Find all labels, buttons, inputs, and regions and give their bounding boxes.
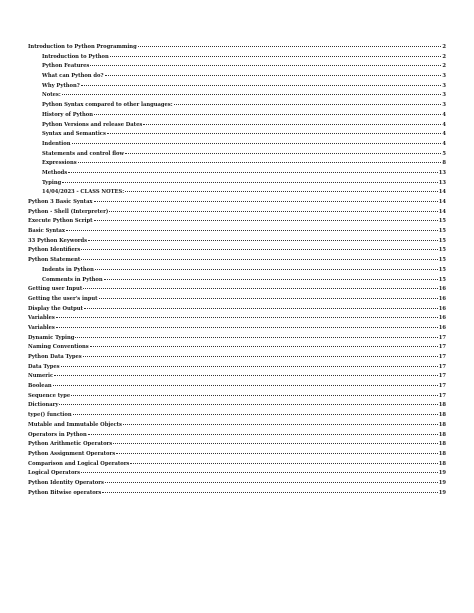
toc-entry-title: Indention xyxy=(42,140,71,147)
toc-entry[interactable] xyxy=(28,256,446,266)
toc-entry-page-number: 16 xyxy=(438,295,446,302)
toc-entry-page-number: 4 xyxy=(442,121,446,128)
toc-entry-title: Introduction to Python Programming xyxy=(28,44,137,50)
toc-entry[interactable] xyxy=(28,353,446,363)
toc-entry-title: Python Arithmetic Operators xyxy=(28,441,113,448)
toc-entry[interactable] xyxy=(28,217,446,227)
toc-entry[interactable] xyxy=(28,82,446,92)
toc-entry-page-number: 15 xyxy=(438,257,446,264)
dot-leader xyxy=(123,423,438,425)
toc-entry-title: Variables xyxy=(28,315,55,322)
dot-leader xyxy=(84,307,438,309)
toc-entry-page-number: 17 xyxy=(438,383,446,390)
toc-entry-page-number: 14 xyxy=(438,208,446,215)
dot-leader xyxy=(78,161,442,163)
toc-entry[interactable] xyxy=(28,53,446,63)
dot-leader xyxy=(71,394,438,396)
toc-entry-title: Python Data Types xyxy=(28,354,82,360)
dot-leader xyxy=(83,287,438,289)
dot-leader xyxy=(81,258,437,260)
toc-entry-title: Python Syntax compared to other languages: xyxy=(42,102,173,109)
toc-entry-title: Comments in Python xyxy=(42,276,103,283)
toc-entry[interactable] xyxy=(28,285,446,295)
table-of-contents xyxy=(28,43,446,498)
toc-entry-title: Execute Python Script xyxy=(28,218,93,225)
toc-entry-title: Indents in Python xyxy=(42,266,94,273)
toc-entry-title: Python Identity Operators xyxy=(28,479,104,486)
toc-entry-title: Sequence type xyxy=(28,392,71,399)
dot-leader xyxy=(95,268,438,270)
toc-entry[interactable] xyxy=(28,111,446,121)
toc-entry-page-number: 4 xyxy=(442,111,446,118)
dot-leader xyxy=(109,210,437,212)
toc-entry-page-number: 16 xyxy=(438,315,446,322)
dot-leader xyxy=(105,481,438,483)
dot-leader xyxy=(125,190,438,192)
toc-entry-title: Python Statement xyxy=(28,257,81,264)
dot-leader xyxy=(125,152,441,154)
toc-entry[interactable] xyxy=(28,334,446,344)
toc-entry-title: Comparison and Logical Operators xyxy=(28,460,130,467)
toc-entry-page-number: 2 xyxy=(442,63,446,70)
toc-entry[interactable] xyxy=(28,130,446,140)
toc-entry[interactable] xyxy=(28,246,446,256)
toc-entry-page-number: 14 xyxy=(438,189,446,196)
toc-entry-page-number: 13 xyxy=(438,169,446,176)
toc-entry-title: Statements and control flow xyxy=(42,150,124,157)
toc-entry[interactable] xyxy=(28,411,446,421)
dot-leader xyxy=(143,123,441,125)
toc-entry-page-number: 3 xyxy=(442,102,446,109)
toc-entry[interactable] xyxy=(28,314,446,324)
toc-entry-page-number: 17 xyxy=(438,373,446,380)
toc-entry[interactable] xyxy=(28,343,446,353)
toc-entry[interactable] xyxy=(28,421,446,431)
toc-entry-title: Expressions xyxy=(42,160,77,167)
toc-entry[interactable] xyxy=(28,305,446,315)
toc-entry-page-number: 4 xyxy=(442,140,446,147)
toc-entry-page-number: 15 xyxy=(438,218,446,225)
dot-leader xyxy=(56,326,438,328)
toc-entry-page-number: 16 xyxy=(438,286,446,293)
toc-entry-title: Methods xyxy=(42,169,68,176)
toc-entry-page-number: 18 xyxy=(438,450,446,457)
dot-leader xyxy=(62,93,442,95)
dot-leader xyxy=(94,200,438,202)
toc-entry-page-number: 2 xyxy=(442,53,446,60)
toc-entry[interactable] xyxy=(28,72,446,82)
toc-entry-title: What can Python do? xyxy=(42,73,104,80)
toc-entry[interactable] xyxy=(28,450,446,460)
toc-entry-page-number: 18 xyxy=(438,441,446,448)
toc-entry[interactable] xyxy=(28,382,446,392)
toc-entry-title: Python 3 Basic Syntax xyxy=(28,199,93,205)
toc-entry-page-number: 17 xyxy=(438,344,446,351)
dot-leader xyxy=(83,355,438,357)
toc-entry-page-number: 3 xyxy=(442,82,446,89)
dot-leader xyxy=(105,74,442,76)
toc-entry-page-number: 19 xyxy=(438,479,446,486)
toc-entry-title: Basic Syntax xyxy=(28,228,65,235)
dot-leader xyxy=(94,219,438,221)
toc-entry-title: Mutable and Immutable Objects xyxy=(28,421,122,428)
toc-entry-page-number: 3 xyxy=(442,92,446,99)
toc-entry-title: Operators in Python xyxy=(28,431,87,438)
toc-entry[interactable] xyxy=(28,276,446,286)
toc-entry-page-number: 15 xyxy=(438,228,446,235)
dot-leader xyxy=(90,345,438,347)
toc-entry-page-number: 3 xyxy=(442,73,446,80)
toc-entry[interactable] xyxy=(28,159,446,169)
toc-entry-page-number: 19 xyxy=(438,470,446,477)
toc-entry-title: Notes: xyxy=(42,92,61,99)
toc-entry-page-number: 17 xyxy=(438,363,446,370)
toc-entry-page-number: 18 xyxy=(438,412,446,419)
toc-entry-title: Python Assignment Operators xyxy=(28,450,116,457)
toc-entry[interactable] xyxy=(28,91,446,101)
dot-leader xyxy=(90,64,441,66)
dot-leader xyxy=(62,181,437,183)
toc-entry-page-number: 17 xyxy=(438,334,446,341)
toc-entry[interactable] xyxy=(28,363,446,373)
toc-entry-title: Python Versions and release Dates xyxy=(42,121,143,128)
toc-entry[interactable] xyxy=(28,198,446,208)
dot-leader xyxy=(81,84,442,86)
toc-entry-page-number: 15 xyxy=(438,247,446,254)
toc-entry-page-number: 16 xyxy=(438,305,446,312)
toc-entry-page-number: 15 xyxy=(438,266,446,273)
toc-entry[interactable] xyxy=(28,295,446,305)
toc-entry-title: Why Python? xyxy=(42,82,80,89)
toc-entry[interactable] xyxy=(28,227,446,237)
dot-leader xyxy=(110,55,442,57)
toc-entry-title: Python Features xyxy=(42,63,90,70)
toc-entry-page-number: 16 xyxy=(438,324,446,331)
toc-entry-title: History of Python xyxy=(42,111,94,118)
toc-entry-title: Naming Conventions xyxy=(28,344,89,351)
toc-entry-title: type() function xyxy=(28,412,72,419)
toc-entry-page-number: 2 xyxy=(442,44,446,50)
dot-leader xyxy=(66,229,438,231)
toc-entry-title: Logical Operators xyxy=(28,470,81,477)
toc-entry-title: 33 Python Keywords xyxy=(28,237,88,244)
toc-entry-page-number: 14 xyxy=(438,199,446,205)
toc-entry-page-number: 18 xyxy=(438,421,446,428)
toc-entry[interactable] xyxy=(28,169,446,179)
toc-entry[interactable] xyxy=(28,460,446,470)
toc-entry-page-number: 13 xyxy=(438,179,446,186)
dot-leader xyxy=(72,142,442,144)
toc-entry[interactable] xyxy=(28,101,446,111)
toc-entry-page-number: 18 xyxy=(438,431,446,438)
toc-entry-title: Numeric xyxy=(28,373,54,380)
toc-entry-page-number: 17 xyxy=(438,354,446,360)
dot-leader xyxy=(81,471,438,473)
toc-entry-title: Dynamic Typing xyxy=(28,334,75,341)
toc-entry-title: Python Bitwise operators xyxy=(28,489,102,496)
dot-leader xyxy=(107,132,442,134)
dot-leader xyxy=(61,365,438,367)
toc-entry[interactable] xyxy=(28,208,446,218)
toc-entry-title: Boolean xyxy=(28,383,52,390)
toc-entry-title: Getting user Input xyxy=(28,286,83,293)
toc-entry-title: Python - Shell (Interpreter) xyxy=(28,208,109,215)
toc-entry[interactable] xyxy=(28,479,446,489)
toc-entry[interactable] xyxy=(28,266,446,276)
toc-entry[interactable] xyxy=(28,237,446,247)
dot-leader xyxy=(94,113,441,115)
toc-entry-title: Variables xyxy=(28,324,55,331)
toc-entry-page-number: 15 xyxy=(438,276,446,283)
toc-entry[interactable] xyxy=(28,140,446,150)
toc-entry-page-number: 18 xyxy=(438,460,446,467)
dot-leader xyxy=(174,103,442,105)
toc-entry-title: Data Types xyxy=(28,363,60,370)
dot-leader xyxy=(113,442,438,444)
dot-leader xyxy=(138,45,442,47)
toc-entry[interactable] xyxy=(28,62,446,72)
toc-entry-page-number: 5 xyxy=(442,150,446,157)
toc-entry[interactable] xyxy=(28,188,446,198)
toc-entry-page-number: 4 xyxy=(442,131,446,138)
toc-entry[interactable] xyxy=(28,469,446,479)
toc-entry[interactable] xyxy=(28,431,446,441)
toc-entry[interactable] xyxy=(28,401,446,411)
toc-entry-title: 14/04/2023 - CLASS NOTES: xyxy=(42,189,125,196)
toc-entry-title: Display the Output xyxy=(28,305,83,312)
toc-entry-title: Getting the user's input xyxy=(28,295,98,302)
dot-leader xyxy=(81,248,437,250)
toc-entry-page-number: 8 xyxy=(442,160,446,167)
dot-leader xyxy=(54,374,438,376)
dot-leader xyxy=(59,403,437,405)
toc-entry-title: Dictionary xyxy=(28,402,59,409)
dot-leader xyxy=(53,384,438,386)
toc-entry[interactable] xyxy=(28,324,446,334)
toc-entry[interactable] xyxy=(28,489,446,499)
toc-entry-page-number: 18 xyxy=(438,402,446,409)
toc-entry[interactable] xyxy=(28,372,446,382)
toc-entry-title: Introduction to Python xyxy=(42,53,109,60)
dot-leader xyxy=(73,413,438,415)
toc-entry[interactable] xyxy=(28,121,446,131)
dot-leader xyxy=(104,278,438,280)
dot-leader xyxy=(68,171,438,173)
dot-leader xyxy=(56,316,438,318)
dot-leader xyxy=(116,452,438,454)
toc-entry-page-number: 15 xyxy=(438,237,446,244)
toc-entry[interactable] xyxy=(28,150,446,160)
dot-leader xyxy=(88,239,438,241)
toc-entry-page-number: 17 xyxy=(438,392,446,399)
dot-leader xyxy=(130,462,437,464)
toc-entry[interactable] xyxy=(28,179,446,189)
toc-entry-title: Python Identifiers xyxy=(28,247,81,254)
dot-leader xyxy=(99,297,438,299)
dot-leader xyxy=(75,336,437,338)
toc-entry-page-number: 19 xyxy=(438,489,446,496)
dot-leader xyxy=(102,491,437,493)
toc-entry[interactable] xyxy=(28,440,446,450)
toc-entry-title: Typing xyxy=(42,179,62,186)
toc-entry-title: Syntax and Semantics xyxy=(42,131,106,138)
toc-entry[interactable] xyxy=(28,392,446,402)
dot-leader xyxy=(88,433,438,435)
toc-entry[interactable] xyxy=(28,43,446,53)
